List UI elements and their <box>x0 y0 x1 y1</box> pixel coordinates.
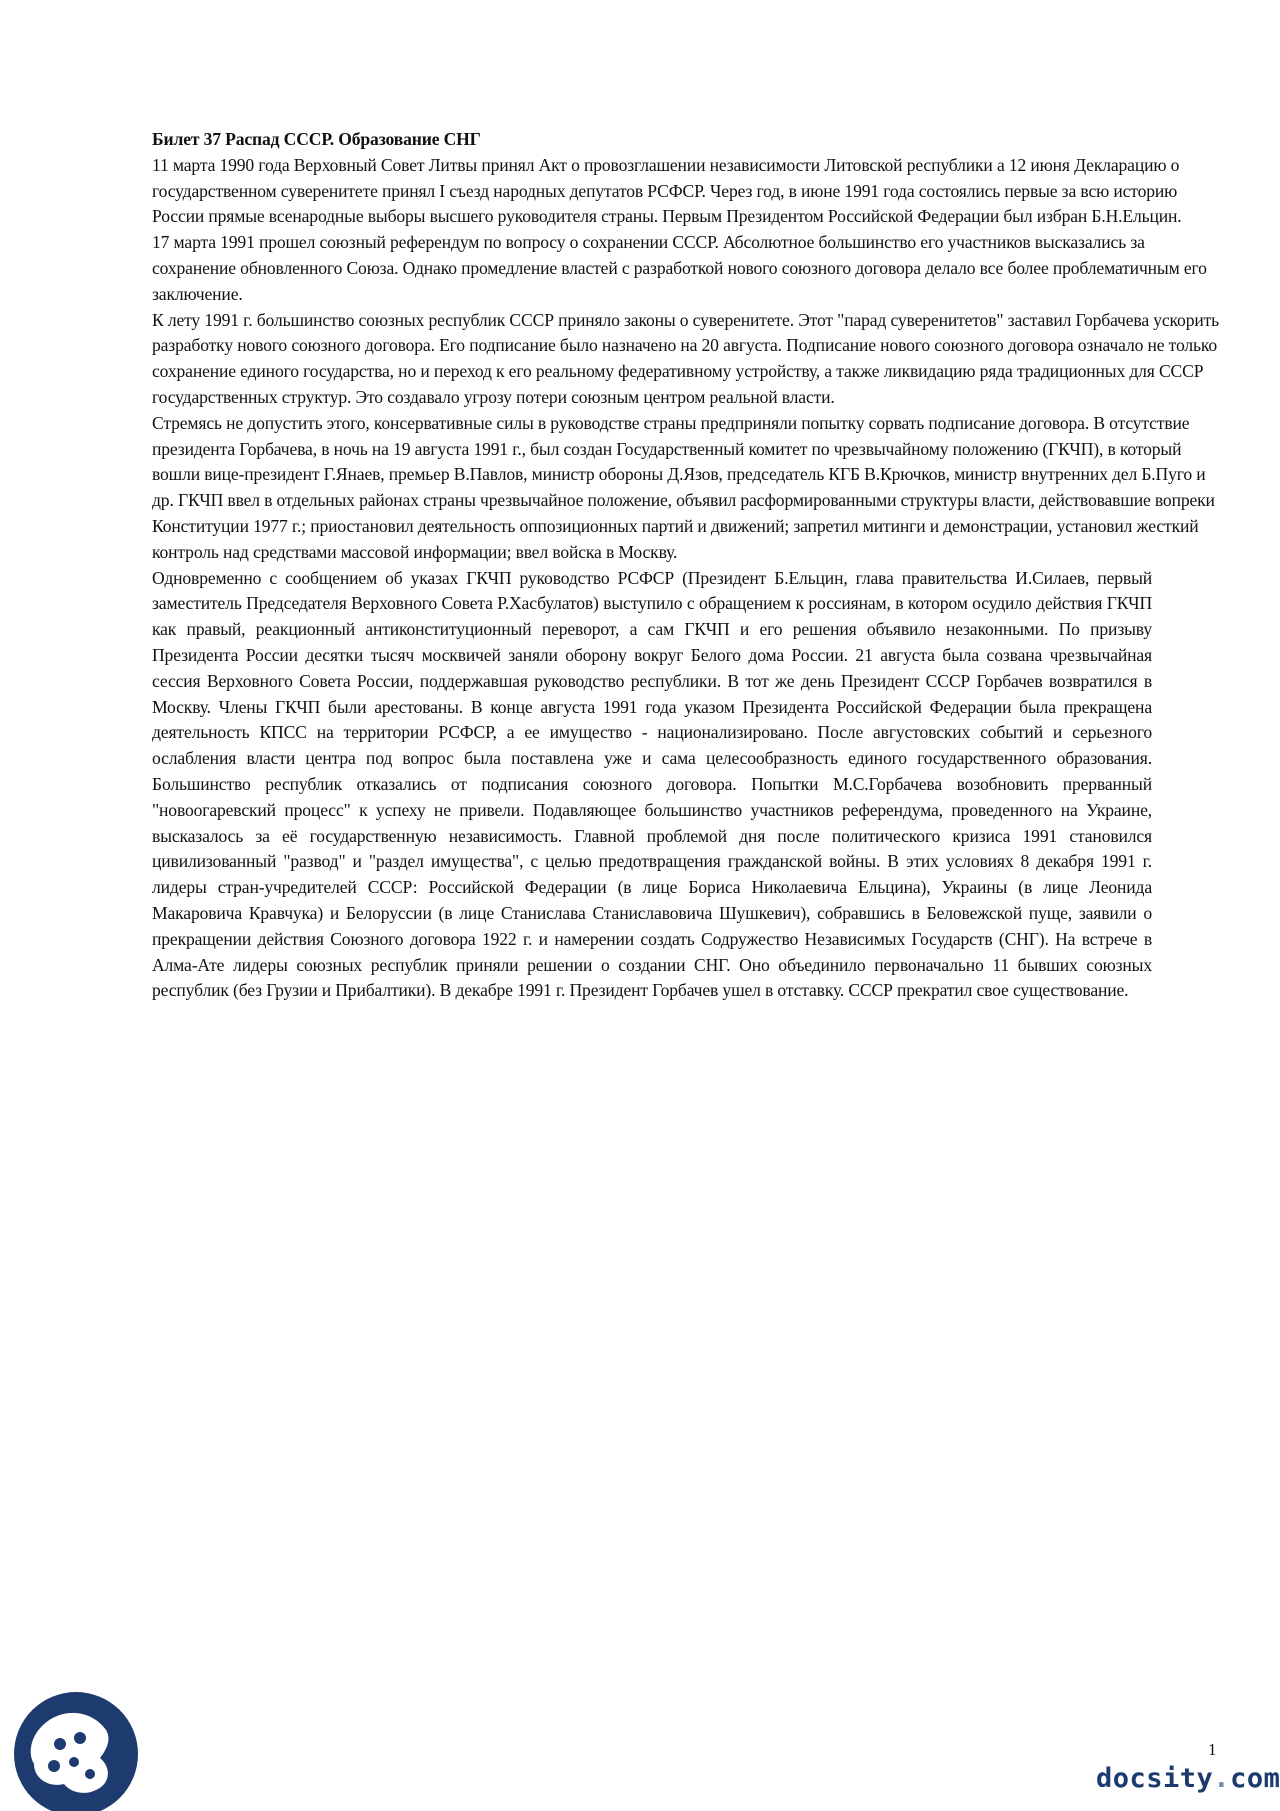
page-number: 1 <box>1208 1740 1217 1759</box>
document-title: Билет 37 Распад СССР. Образование СНГ <box>152 129 481 149</box>
watermark-dot: . <box>1213 1763 1231 1794</box>
watermark-name: docsity <box>1096 1763 1214 1794</box>
paragraph-5: Одновременно с сообщением об указах ГКЧП руководство РСФСР (Президент Б.Ельцин, глава правительства И.Силаев, первый заместитель Председателя Верховного Совета Р.Хасбулатов) выступило с обращением к россиянам, в котором осудило действия ГКЧП как правый, реакционный антиконституционный переворот, а сам ГКЧП и его решения объявило незаконными. По призыву Президента России десятки тысяч москвичей заняли оборону вокруг Белого дома России. 21 августа была созвана чрезвычайная сессия Верховного Совета России, поддержавшая руководство республики. В тот же день Президент СССР Горбачев возвратился в Москву. Члены ГКЧП были арестованы. В конце августа 1991 года указом Президента Российской Федерации была прекращена деятельность КПСС на территории РСФСР, а ее имущество - национализировано. После августовских событий и серьезного ослабления власти центра под вопрос была поставлена уже и сама целесообразность единого государственного образования. Большинство республик отказались от подписания союзного договора. Попытки М.С.Горбачева возобновить прерванный "новоогаревский процесс" к успеху не привели. Подавляющее большинство участников референдума, проведенного на Украине, высказалось за её государственную независимость. Главной проблемой дня после политического кризиса 1991 становился цивилизованный "развод" и "раздел имущества", с целью предотвращения гражданской войны. В этих условиях 8 декабря 1991 г. лидеры стран-учредителей СССР: Российской Федерации (в лице Бориса Николаевича Ельцина), Украины (в лице Леонида Макаровича Кравчука) и Белоруссии (в лице Станислава Станиславовича Шушкевич), собравшись в Беловежской пуще, заявили о прекращении действия Союзного договора 1922 г. и намерении создать Содружество Независимых Государств (СНГ). На встрече в Алма-Ате лидеры союзных республик приняли решении о создании СНГ. Оно объединило первоначально 11 бывших союзных республик (без Грузии и Прибалтики). В декабре 1991 г. Президент Горбачев ушел в отставку. СССР прекратил свое существование. <box>152 567 1152 1001</box>
docsity-ladybug-logo-icon <box>0 1676 140 1811</box>
paragraph-3: К лету 1991 г. большинство союзных республик СССР приняло законы о суверенитете. Этот "парад суверенитетов" заставил Горбачева ускорить разработку нового союзного договора. Его подписание было назначено на 20 августа. Подписание нового союзного договора означало не только сохранение единого государства, но и переход к его реальному федеративному устройству, а также ликвидацию ряда традиционных для СССР государственных структур. Это создавало угрозу потери союзным центром реальной власти. <box>152 309 1220 407</box>
document-body <box>152 127 1222 1004</box>
paragraph-4: Стремясь не допустить этого, консервативные силы в руководстве страны предприняли попытку сорвать подписание договора. В отсутствие президента Горбачева, в ночь на 19 августа 1991 г., был создан Государственный комитет по чрезвычайному положению (ГКЧП), в который вошли вице-президент Г.Янаев, премьер В.Павлов, министр обороны Д.Язов, председатель КГБ В.Крючков, министр внутренних дел Б.Пуго и др. ГКЧП ввел в отдельных районах страны чрезвычайное положение, объявил расформированными структуры власти, действовавшие вопреки Конституции 1977 г.; приостановил деятельность оппозиционных партий и движений; запретил митинги и демонстрации, установил жесткий контроль над средствами массовой информации; ввел войска в Москву. <box>152 412 1215 562</box>
paragraph-2: 17 марта 1991 прошел союзный референдум по вопросу о сохранении СССР. Абсолютное большинство его участников высказались за сохранение обновленного Союза. Однако промедление властей с разработкой нового союзного договора делало все более проблематичным его заключение. <box>152 232 1207 304</box>
watermark-tld: com <box>1230 1763 1280 1794</box>
docsity-watermark <box>1096 1763 1280 1794</box>
paragraph-1: 11 марта 1990 года Верховный Совет Литвы принял Акт о провозглашении независимости Литовской республики а 12 июня Декларацию о государственном суверенитете принял I съезд народных депутатов РСФСР. Через год, в июне 1991 года состоялись первые за всю историю России прямые всенародные выборы высшего руководителя страны. Первым Президентом Российской Федерации был избран Б.Н.Ельцин. <box>152 154 1182 227</box>
